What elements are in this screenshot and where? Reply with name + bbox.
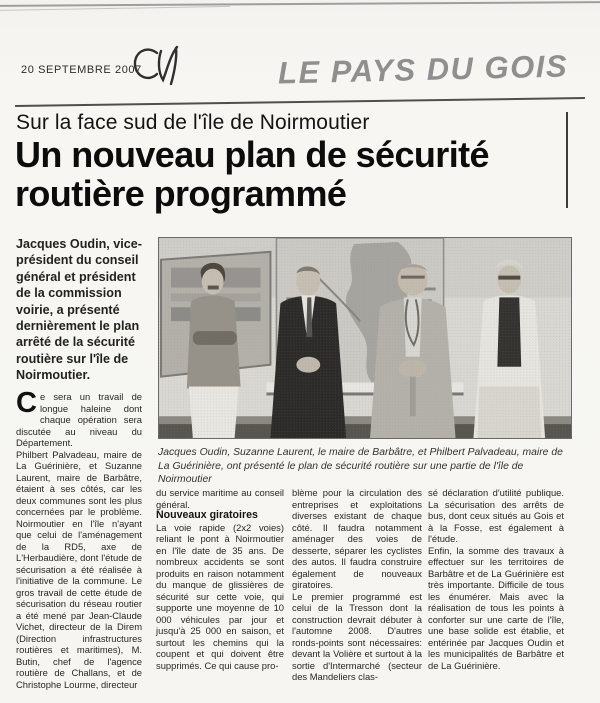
body-column-3 xyxy=(292,487,422,683)
article-photo xyxy=(158,237,572,439)
col1-paragraph-2: Philbert Palvadeau, maire de La Guérinière, et Suzanne Laurent, maire de Barbâtre, étaient à ses côtés, car les deux communes sont les plus concernées par le problème. Noirmoutier en l'île n'ayant que celui de l'aménagement de la RD5, axe de L'Herbaudière, dont l'étude de sécurisation a été réalisée à l'initiative de la commune. Le gros travail de cette étude de sécurisation du réseau routier a été mené par Jean-Claude Vichet, directeur de la Direm (Direction infrastructures routières et maritimes), M. Butin, chef de l'agence routière de Challans, et de Christophe Lourme, directeur xyxy=(16,448,142,690)
col3-paragraph-2: Le premier programmé est celui de la Tresson dont la construction devrait débuter à l'automne 2008. D'autres ronds-points sont nécessaires: devant la Volière et surtout à la sortie d'Intermarché (secteur des Mandeliers clas- xyxy=(292,590,422,682)
col2-paragraph-2: La voie rapide (2x2 voies) reliant le pont à Noirmoutier en l'île date de 35 ans. De nombreux accidents se sont produits en raison notamment du manque de glissières de sécurité sur cette voie, qui supporte une moyenne de 10 000 véhicules par jour et jusqu'à 25 000 en saison, et surtout les chemins qui la coupent et qui doivent être supprimés. Ce qui cause pro- xyxy=(156,521,284,671)
article-kicker: Sur la face sud de l'île de Noirmoutier xyxy=(16,111,370,134)
masthead-rule xyxy=(15,97,585,107)
article-headline: Un nouveau plan de sécurité routière programmé xyxy=(15,134,489,214)
body-column-4 xyxy=(428,487,564,671)
col4-paragraph-1: sé déclaration d'utilité publique. La sécurisation des arrêts de bus, dont ceux situés au Gois et à la Fosse, est également à l'étude. xyxy=(428,487,564,544)
issue-date: 20 SEPTEMBRE 2007 xyxy=(21,64,142,76)
col1-paragraph-1: e sera un travail de longue haleine dont chaque opération sera discutée au niveau du Département. xyxy=(16,391,142,448)
article-lead: Jacques Oudin, vice-président du conseil général et président de la commission voirie, a présenté dernièrement le plan arrêté de la sécurité routière sur l'île de Noirmoutier. xyxy=(16,237,142,383)
drop-cap: C xyxy=(16,387,37,419)
scan-edge-artifact xyxy=(0,1,600,7)
photo-caption: Jacques Oudin, Suzanne Laurent, le maire de Barbâtre, et Philbert Palvadeau, maire de La Guérinière, ont présenté le plan de sécurité routière sur une partie de l'île de Noirmoutier xyxy=(158,447,563,485)
col3-paragraph-1: blème pour la circulation des entreprises et exploitations diverses existant de chaque côté. Il faudra notamment aménager des voies de desserte, séparer les cyclistes des autos. Il faudra construire également de nouveaux giratoires. xyxy=(292,487,422,590)
newspaper-logo-icon xyxy=(127,44,183,90)
scan-edge-artifact xyxy=(0,6,230,11)
column-rule xyxy=(566,112,568,208)
col2-paragraph-1: du service maritime au conseil général. xyxy=(156,487,284,510)
section-subhead: Nouveaux giratoires xyxy=(156,509,258,521)
body-column-2 xyxy=(156,487,284,671)
newspaper-name: LE PAYS DU GOIS xyxy=(277,48,569,91)
col4-paragraph-2: Enfin, la somme des travaux à effectuer sur les territoires de Barbâtre et de La Guérinière est très importante. Difficile de tous les énumérer. Mais avec la réalisation de tous les points à conforter sur une carte de l'île, une base solide est établie, et entérinée par Jacques Oudin et les municipalités de Barbâtre et de La Guérinière. xyxy=(428,544,564,671)
body-column-1 xyxy=(16,387,142,690)
